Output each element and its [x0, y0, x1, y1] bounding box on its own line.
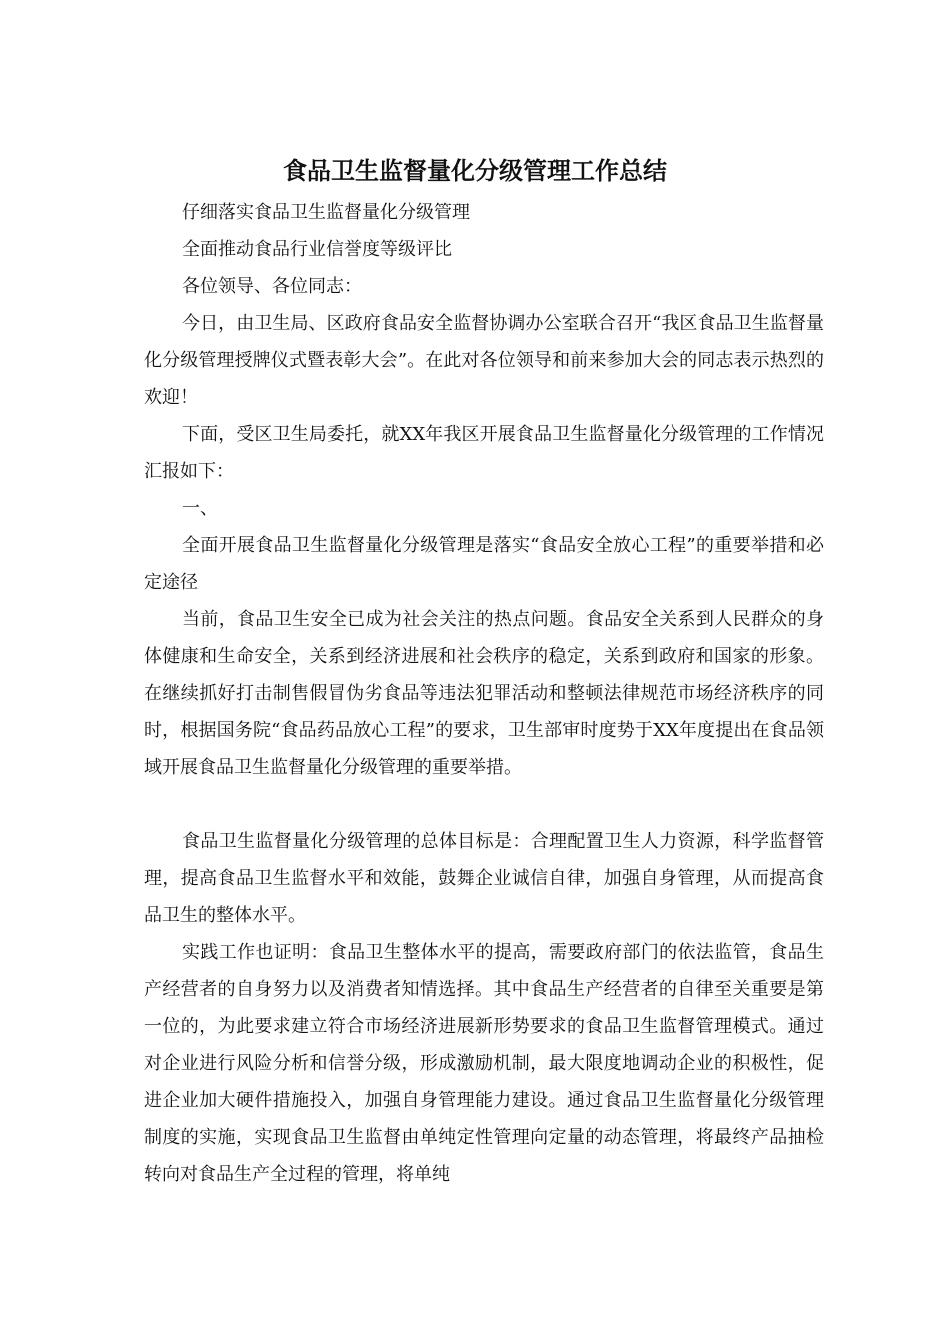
paragraph-report-intro: 下面，受区卫生局委托，就XX年我区开展食品卫生监督量化分级管理的工作情况汇报如下：	[144, 424, 824, 482]
paragraph-practice: 实践工作也证明：食品卫生整体水平的提高，需要政府部门的依法监管，食品生产经营者的自身努力以及消费者知情选择。其中食品生产经营者的自律至关重要是第一位的，为此要求建立符合市场经济进展新形势要求的食品卫生监督管理模式。通过对企业进行风险分析和信誉分级，形成激励机制，最大限度地调动企业的积极性，促进企业加大硬件措施投入，加强自身管理能力建设。通过食品卫生监督量化分级管理制度的实施，实现食品卫生监督由单纯定性管理向定量的动态管理，将最终产品抽检转向对食品生产全过程的管理，将单纯	[144, 942, 824, 1185]
paragraph-salutation: 各位领导、各位同志：	[182, 276, 362, 297]
paragraph-subtitle-2: 全面推动食品行业信誉度等级评比	[182, 239, 452, 260]
paragraph-opening: 今日，由卫生局、区政府食品安全监督协调办公室联合召开“我区食品卫生监督量化分级管理授牌仪式暨表彰大会”。在此对各位领导和前来参加大会的同志表示热烈的欢迎！	[144, 313, 824, 408]
paragraph-context: 当前，食品卫生安全已成为社会关注的热点问题。食品安全关系到人民群众的身体健康和生命安全，关系到经济进展和社会秩序的稳定，关系到政府和国家的形象。在继续抓好打击制售假冒伪劣食品等违法犯罪活动和整顿法律规范市场经济秩序的同时，根据国务院“食品药品放心工程”的要求，卫生部审时度势于XX年度提出在食品领域开展食品卫生监督量化分级管理的重要举措。	[144, 609, 824, 778]
document-body	[144, 194, 824, 1193]
section-heading: 全面开展食品卫生监督量化分级管理是落实“食品安全放心工程”的重要举措和必定途径	[144, 535, 824, 593]
document-title: 食品卫生监督量化分级管理工作总结	[283, 156, 667, 185]
paragraph-subtitle-1: 仔细落实食品卫生监督量化分级管理	[182, 202, 470, 223]
paragraph-goals: 食品卫生监督量化分级管理的总体目标是：合理配置卫生人力资源，科学监督管理，提高食品卫生监督水平和效能，鼓舞企业诚信自律，加强自身管理，从而提高食品卫生的整体水平。	[144, 831, 824, 926]
blank-line	[144, 786, 824, 823]
section-number: 一、	[182, 498, 218, 519]
